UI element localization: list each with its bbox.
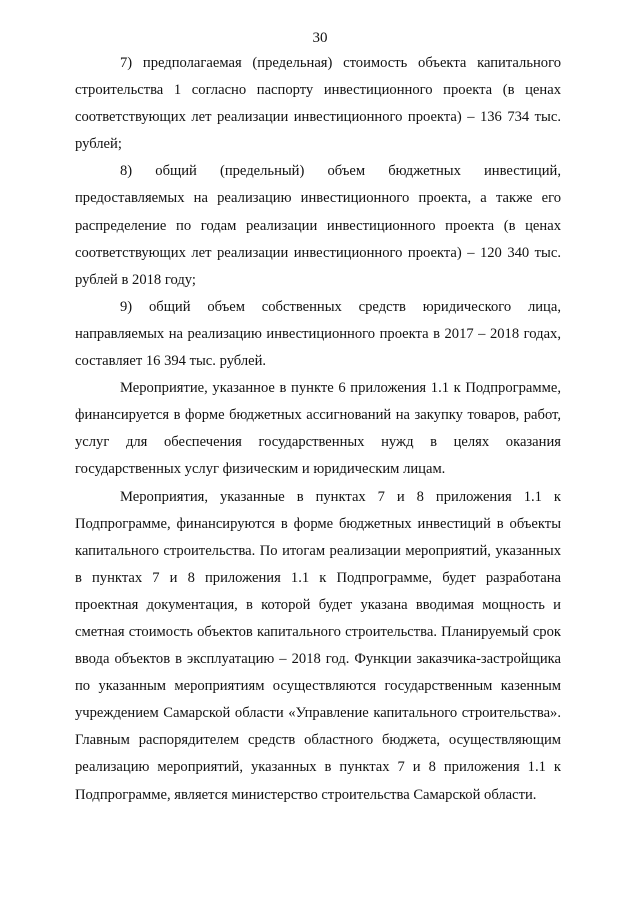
paragraph-item-9: 9) общий объем собственных средств юридического лица, направляемых на реализацию инвестиционного проекта в 2017 – 2018 годах, составляет 16 394 тыс. рублей. <box>75 298 561 370</box>
paragraph-item-7: 7) предполагаемая (предельная) стоимость объекта капитального строительства 1 согласно паспорту инвестиционного проекта (в ценах соответствующих лет реализации инвестиционного проекта) – 136 734 тыс. рублей; <box>75 55 561 153</box>
paragraph-event-6-financing: Мероприятие, указанное в пункте 6 приложения 1.1 к Подпрограмме, финансируется в форме бюджетных ассигнований на закупку товаров, работ, услуг для обеспечения государственных нужд в целях оказания государственных услуг физическим и юридическим лицам. <box>75 380 561 478</box>
paragraph-item-8: 8) общий (предельный) объем бюджетных инвестиций, предоставляемых на реализацию инвестиционного проекта, а также его распределение по годам реализации инвестиционного проекта (в ценах соответствующих лет реализации инвестиционного проекта) – 120 340 тыс. рублей в 2018 году; <box>75 163 561 288</box>
paragraph-events-7-8-financing: Мероприятия, указанные в пунктах 7 и 8 приложения 1.1 к Подпрограмме, финансируются в форме бюджетных инвестиций в объекты капитального строительства. По итогам реализации мероприятий, указанных в пунктах 7 и 8 приложения 1.1 к Подпрограмме, будет разработана проектная документация, в которой будет указана вводимая мощность и сметная стоимость объектов капитального строительства. Планируемый срок ввода объектов в эксплуатацию – 2018 год. Функции заказчика-застройщика по указанным мероприятиям осуществляются государственным казенным учреждением Самарской области «Управление капитального строительства». Главным распорядителем средств областного бюджета, осуществляющим реализацию мероприятий, указанных в пунктах 7 и 8 приложения 1.1 к Подпрограмме, является министерство строительства Самарской области. <box>75 488 561 803</box>
page-number: 30 <box>312 30 328 46</box>
document-body <box>75 50 561 809</box>
